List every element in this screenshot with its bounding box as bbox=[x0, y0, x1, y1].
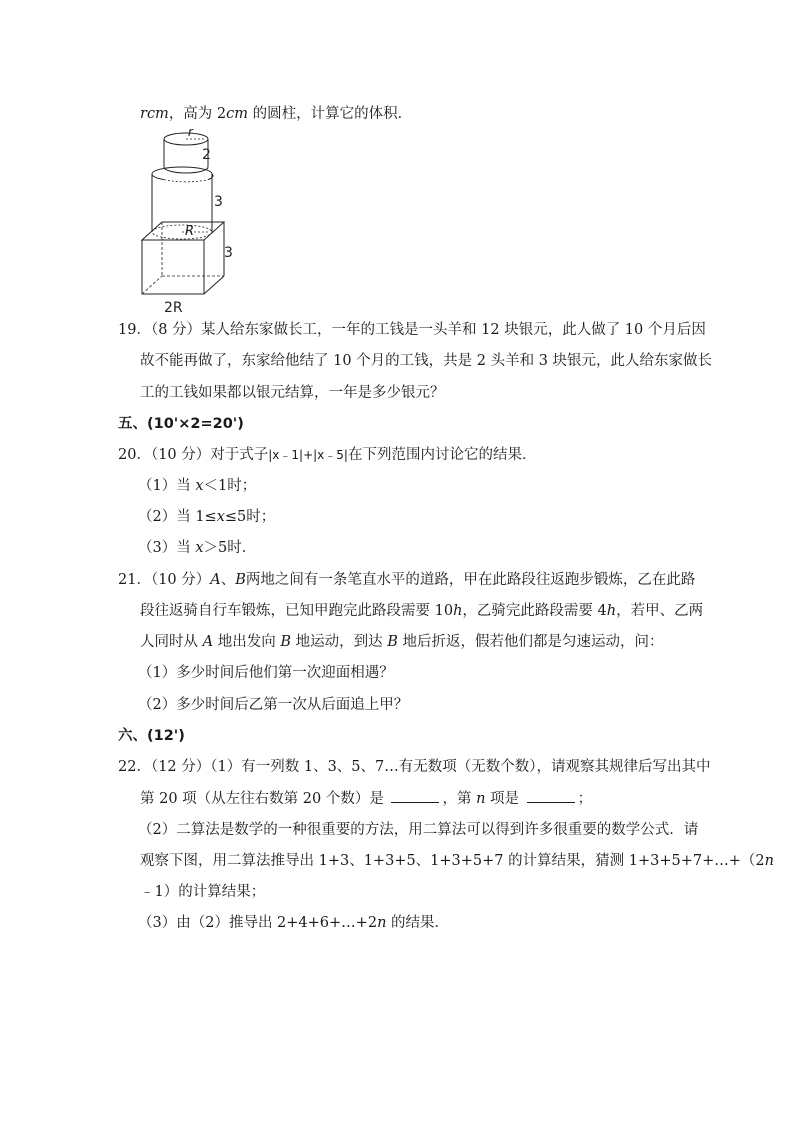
var-n: n bbox=[476, 791, 486, 807]
q21-l2-c: ，若甲、乙两 bbox=[616, 603, 704, 619]
q18-continuation bbox=[140, 104, 412, 124]
q22-line6 bbox=[138, 913, 449, 933]
q18-text-a: ，高为 2 bbox=[168, 106, 227, 122]
q20-part3 bbox=[138, 538, 256, 558]
q19-line2: 故不能再做了，东家给他结了 10 个月的工钱，共是 2 头羊和 3 块银元，此人给东家做长 bbox=[140, 353, 713, 369]
q21-l1-a: 21．（10 分） bbox=[118, 572, 211, 588]
var-A: A bbox=[210, 572, 221, 588]
solid-figure bbox=[130, 122, 250, 318]
q22-l2-c: 项是 bbox=[485, 791, 524, 807]
label-3-top: 3 bbox=[214, 194, 223, 210]
q20-p2-b: ≤5时； bbox=[224, 509, 276, 525]
unit-h: h bbox=[453, 603, 463, 619]
answer-blank-1[interactable] bbox=[391, 788, 439, 803]
q20-part1 bbox=[138, 476, 256, 496]
label-R: R bbox=[185, 224, 195, 239]
unit-h: h bbox=[606, 603, 617, 619]
q20-p1-b: ＜1时； bbox=[203, 478, 257, 494]
q22-l6-b: 的结果． bbox=[386, 915, 450, 931]
var-B: B bbox=[280, 634, 291, 650]
q22-line4 bbox=[140, 851, 774, 871]
label-r: r bbox=[188, 125, 193, 139]
q22-l2-d: ； bbox=[577, 791, 593, 807]
q22-line2 bbox=[140, 788, 592, 809]
var-x: x bbox=[195, 478, 204, 494]
label-3-side: 3 bbox=[224, 245, 233, 261]
abs-expression: |x﹣1|+|x﹣5| bbox=[268, 448, 348, 462]
q18-text-b: 的圆柱，计算它的体积． bbox=[248, 106, 413, 122]
q21-l3-b: 地出发向 bbox=[213, 634, 281, 650]
q21-line3 bbox=[140, 632, 663, 652]
var-B: B bbox=[235, 572, 246, 588]
q19-line1: 19．（8 分）某人给东家做长工，一年的工钱是一头羊和 12 块银元，此人做了 10 个月后因 bbox=[118, 322, 706, 338]
q21-l1-b: 两地之间有一条笔直水平的道路，甲在此路段往返跑步锻炼，乙在此路 bbox=[245, 572, 696, 588]
q21-l1-sep: 、 bbox=[220, 572, 236, 588]
q20-stem bbox=[118, 445, 536, 465]
large-cylinder bbox=[152, 167, 213, 239]
var-r: r bbox=[140, 106, 147, 122]
q22-line3: （2）二算法是数学的一种很重要的方法，用二算法可以得到许多很重要的数学公式．请 bbox=[138, 822, 699, 838]
q22-line5: ﹣1）的计算结果； bbox=[140, 884, 266, 900]
q20-part2 bbox=[138, 507, 275, 527]
label-2R: 2R bbox=[164, 300, 183, 316]
q22-l2-b: ，第 bbox=[442, 791, 477, 807]
q22-l2-a: 第 20 项（从左往右数第 20 个数）是 bbox=[140, 791, 389, 807]
unit-cm: cm bbox=[146, 106, 169, 122]
q20-p3-a: （3）当 bbox=[138, 540, 196, 556]
q22-line1: 22．（12 分）（1）有一列数 1、3、5、7…有无数项（无数个数），请观察其规律后写出其中 bbox=[118, 759, 711, 775]
q19-line3: 工的工钱如果都以银元结算，一年是多少银元？ bbox=[140, 385, 445, 401]
q20-suffix: 在下列范围内讨论它的结果． bbox=[347, 447, 537, 463]
q21-part2: （2）多少时间后乙第一次从后面追上甲？ bbox=[138, 697, 409, 713]
var-x: x bbox=[195, 540, 204, 556]
unit-cm-2: cm bbox=[226, 106, 249, 122]
cube bbox=[142, 222, 224, 294]
q21-line2 bbox=[140, 601, 703, 621]
section-5-title: 五、(10'×2=20') bbox=[118, 416, 244, 432]
answer-blank-2[interactable] bbox=[527, 788, 575, 803]
label-2: 2 bbox=[202, 147, 211, 163]
q20-prefix: 20．（10 分）对于式子 bbox=[118, 447, 269, 463]
q21-l3-c: 地运动，到达 bbox=[290, 634, 388, 650]
q21-part1: （1）多少时间后他们第一次迎面相遇？ bbox=[138, 665, 394, 681]
var-x: x bbox=[216, 509, 225, 525]
var-A: A bbox=[202, 634, 214, 650]
q21-l3-d: 地后折返，假若他们都是匀速运动，问： bbox=[397, 634, 664, 650]
q21-l2-a: 段往返骑自行车锻炼，已知甲跑完此路段需要 10 bbox=[140, 603, 454, 619]
q22-l6-a: （3）由（2）推导出 2+4+6+…+2 bbox=[138, 915, 378, 931]
var-n: n bbox=[764, 853, 774, 869]
var-B: B bbox=[387, 634, 398, 650]
var-n: n bbox=[377, 915, 387, 931]
section-6-title: 六、(12') bbox=[118, 728, 185, 744]
q20-p1-a: （1）当 bbox=[138, 478, 196, 494]
q22-l4: 观察下图，用二算法推导出 1+3、1+3+5、1+3+5+7 的计算结果，猜测 1+3+5+7+…+（2 bbox=[140, 853, 765, 869]
q20-p2-a: （2）当 1≤ bbox=[138, 509, 217, 525]
q21-l2-b: ，乙骑完此路段需要 4 bbox=[462, 603, 607, 619]
q21-line1 bbox=[118, 570, 695, 590]
q21-l3-a: 人同时从 bbox=[140, 634, 203, 650]
q20-p3-b: ＞5时． bbox=[203, 540, 257, 556]
